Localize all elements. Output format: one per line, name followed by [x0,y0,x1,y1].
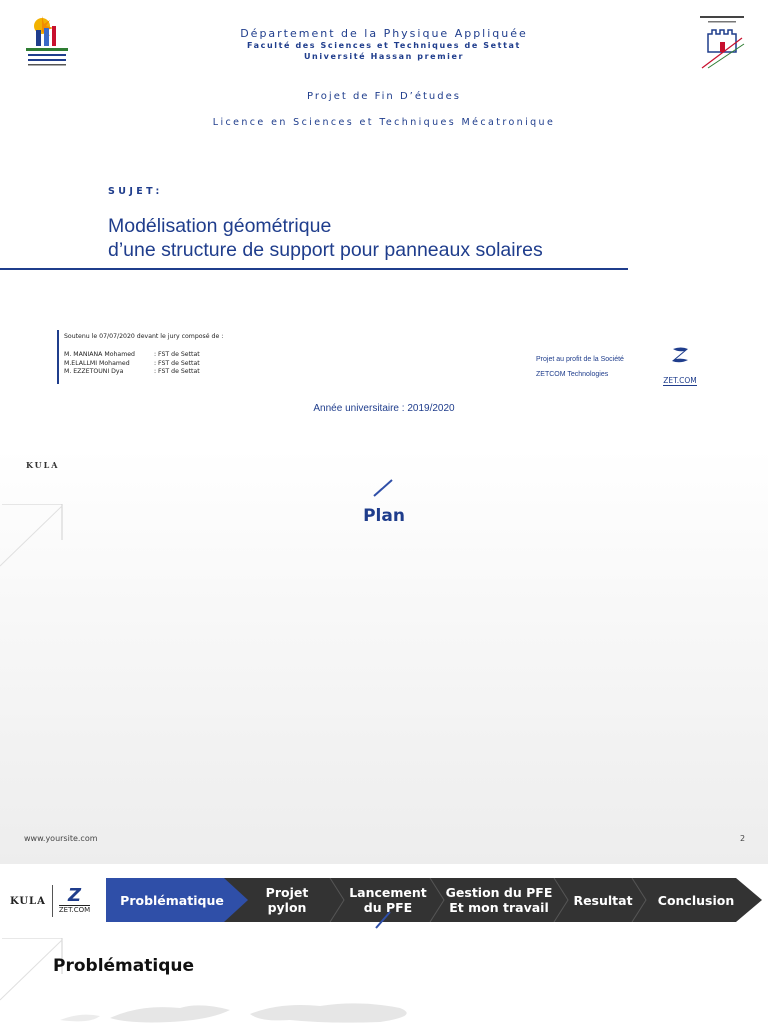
page-number: 2 [740,834,746,843]
department-name: Département de la Physique Appliquée [240,27,528,40]
academic-year: Année universitaire : 2019/2020 [313,403,455,414]
jury-block [64,333,223,377]
world-map-graphic [0,998,768,1024]
thesis-title-line2: d’une structure de support pour panneaux solaires [108,239,543,261]
zetcom-nav-text: ZET.COM [58,906,91,914]
website-footer[interactable]: www.yoursite.com [24,834,98,843]
nav-tab-gestion-pfe[interactable]: Gestion du PFE Et mon travail [445,885,553,915]
jury-member-name: M. EZZETOUNI Dya [64,368,124,376]
zetcom-logo [660,346,700,385]
slash-accent-icon [374,908,392,930]
jury-accent-bar [57,330,59,384]
jury-member-affiliation: : FST de Settat [154,351,200,359]
degree-name: Licence en Sciences et Techniques Mécatronique [212,117,556,128]
kula-logo: KULA [10,895,46,907]
nav-logos [10,880,106,922]
zetcom-logo-text: ZET.COM [663,376,697,385]
faculty-name: Faculté des Sciences et Techniques de Settat [247,41,521,50]
zetcom-z-icon [669,346,691,364]
jury-intro: Soutenu le 07/07/2020 devant le jury composé de : [64,333,224,340]
problematique-slide [0,872,768,1024]
title-slide [0,0,768,440]
jury-member-affiliation: : FST de Settat [154,368,200,376]
section-navbar [106,878,762,922]
nav-tab-lancement-pfe[interactable]: Lancement du PFE [349,885,427,915]
kula-brand: KULA [26,460,60,470]
plan-slide [0,448,768,864]
nav-tab-problematique[interactable]: Problématique [120,892,224,908]
jury-member-affiliation: : FST de Settat [154,359,200,367]
jury-member-name: M. MANIANA Mohamed [64,351,135,359]
thesis-title-line1: Modélisation géométrique [108,215,332,237]
university-logo [694,12,750,70]
zetcom-z-icon: Z [67,885,82,906]
jury-member [64,351,223,359]
jury-member [64,368,223,376]
university-name: Université Hassan premier [303,52,465,61]
thesis-title [108,214,543,262]
nav-tab-resultat[interactable]: Resultat [573,892,633,908]
slash-accent-icon [372,478,394,498]
title-underline [0,268,628,270]
sponsor-text [536,352,624,382]
sponsor-line1: Projet au profit de la Société [536,356,624,363]
section-title: Problématique [53,956,194,976]
jury-member-name: M.ELALLMI Mohamed [64,359,130,367]
subject-label: SUJET: [108,186,163,197]
nav-tab-projet-pylon[interactable]: Projet pylon [265,885,309,915]
nav-tab-conclusion[interactable]: Conclusion [657,892,735,908]
sponsor-line2: ZETCOM Technologies [536,371,609,378]
jury-member [64,360,223,368]
zetcom-nav-logo [59,887,90,915]
project-type: Projet de Fin D’études [307,91,461,102]
plan-title: Plan [363,506,405,526]
logo-divider [52,885,53,917]
